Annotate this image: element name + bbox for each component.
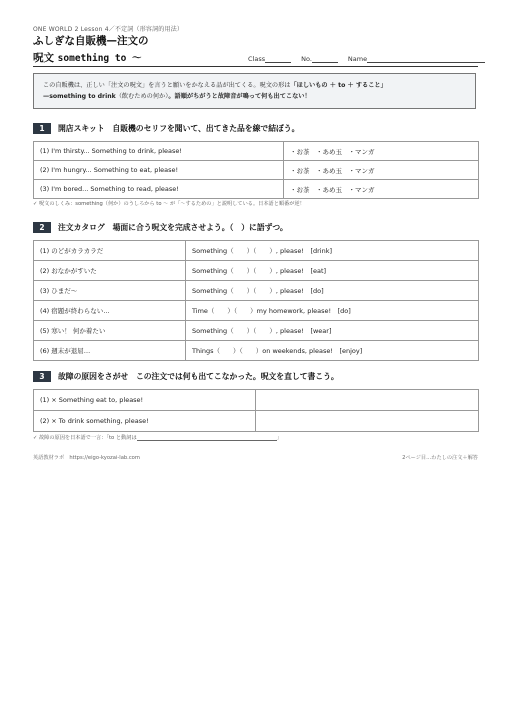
lesson-label: ONE WORLD 2 Lesson 4／不定詞（形容詞的用法） — [33, 26, 184, 33]
table-row: (2) × To drink something, please! — [34, 411, 479, 432]
section3-title: 故障の原因をさがせ この注文では何も出てこなかった。呪文を直して書こう。 — [58, 372, 339, 381]
answer-cell[interactable] — [256, 411, 479, 432]
section3-number: 3 — [33, 371, 51, 382]
section3-heading — [33, 371, 339, 382]
number-field[interactable]: No. — [301, 54, 338, 63]
section1-number: 1 — [33, 123, 51, 134]
worksheet-title-line2 — [33, 50, 142, 65]
section2-number: 2 — [33, 222, 51, 233]
table-row: (6) 週末が退屈… Things（ ）（ ）on weekends, please! [enjoy] — [34, 341, 479, 361]
student-info-fields — [248, 54, 485, 63]
table-row: (1) のどがカラカラだ Something（ ）（ ）, please! [drink] — [34, 241, 479, 261]
section1-table — [33, 141, 479, 199]
table-row: (3) ひまだ～ Something（ ）（ ）, please! [do] — [34, 281, 479, 301]
table-row: (1) × Something eat to, please! — [34, 390, 479, 411]
section1-title: 開店スキット 自販機のセリフを聞いて、出てきた品を線で結ぼう。 — [58, 124, 300, 133]
name-field[interactable]: Name — [348, 54, 485, 63]
section2-heading — [33, 222, 288, 233]
table-row: (4) 宿題が終わらない… Time（ ）（ ）my homework, please! [do] — [34, 301, 479, 321]
header-divider — [33, 66, 478, 67]
section3-note: ✓ 故障の原因を日本語で一言：「to と動詞は 」 — [33, 435, 282, 441]
table-row: (3) I'm bored... Something to read, please! ・お茶 ・あめ玉 ・マンガ — [34, 180, 479, 199]
footer-next-page: 2ページ目…わたしの注文＋解答 — [402, 455, 478, 461]
title-prefix: 呪文 — [33, 52, 58, 64]
intro-line1: この自販機は、正しい「注文の呪文」を言うと願いをかなえる品が出てくる。呪文の形は「ほしいもの ＋ to ＋ すること」 — [43, 82, 387, 89]
table-row: (2) おなかがすいた Something（ ）（ ）, please! [eat] — [34, 261, 479, 281]
note-answer-blank[interactable] — [137, 435, 277, 441]
worksheet-title-line1: ふしぎな自販機—注文の — [33, 35, 149, 47]
intro-line2: —something to drink（飲むための何か）。語順がちがうと故障音が鳴って何も出てこない！ — [43, 93, 311, 100]
section3-table — [33, 389, 479, 432]
table-row: (5) 寒い！ 何か着たい Something（ ）（ ）, please! [wear] — [34, 321, 479, 341]
section1-heading — [33, 123, 299, 134]
title-phrase: something to ～ — [57, 53, 142, 64]
class-field[interactable]: Class — [248, 54, 291, 63]
section1-note: ✓ 呪文のしくみ：something（何か）のうしろから to ～ が「～するための」と説明している。日本語と順番が逆！ — [33, 201, 305, 207]
table-row: (1) I'm thirsty... Something to drink, please! ・お茶 ・あめ玉 ・マンガ — [34, 142, 479, 161]
table-row: (2) I'm hungry... Something to eat, please! ・お茶 ・あめ玉 ・マンガ — [34, 161, 479, 180]
footer-site: 英語教材ラボ https://eigo-kyozai-lab.com — [33, 455, 140, 461]
section2-title: 注文カタログ 場面に合う呪文を完成させよう。（ ）に語ずつ。 — [58, 223, 288, 232]
intro-box — [33, 73, 476, 109]
section2-table — [33, 240, 479, 361]
answer-cell[interactable] — [256, 390, 479, 411]
